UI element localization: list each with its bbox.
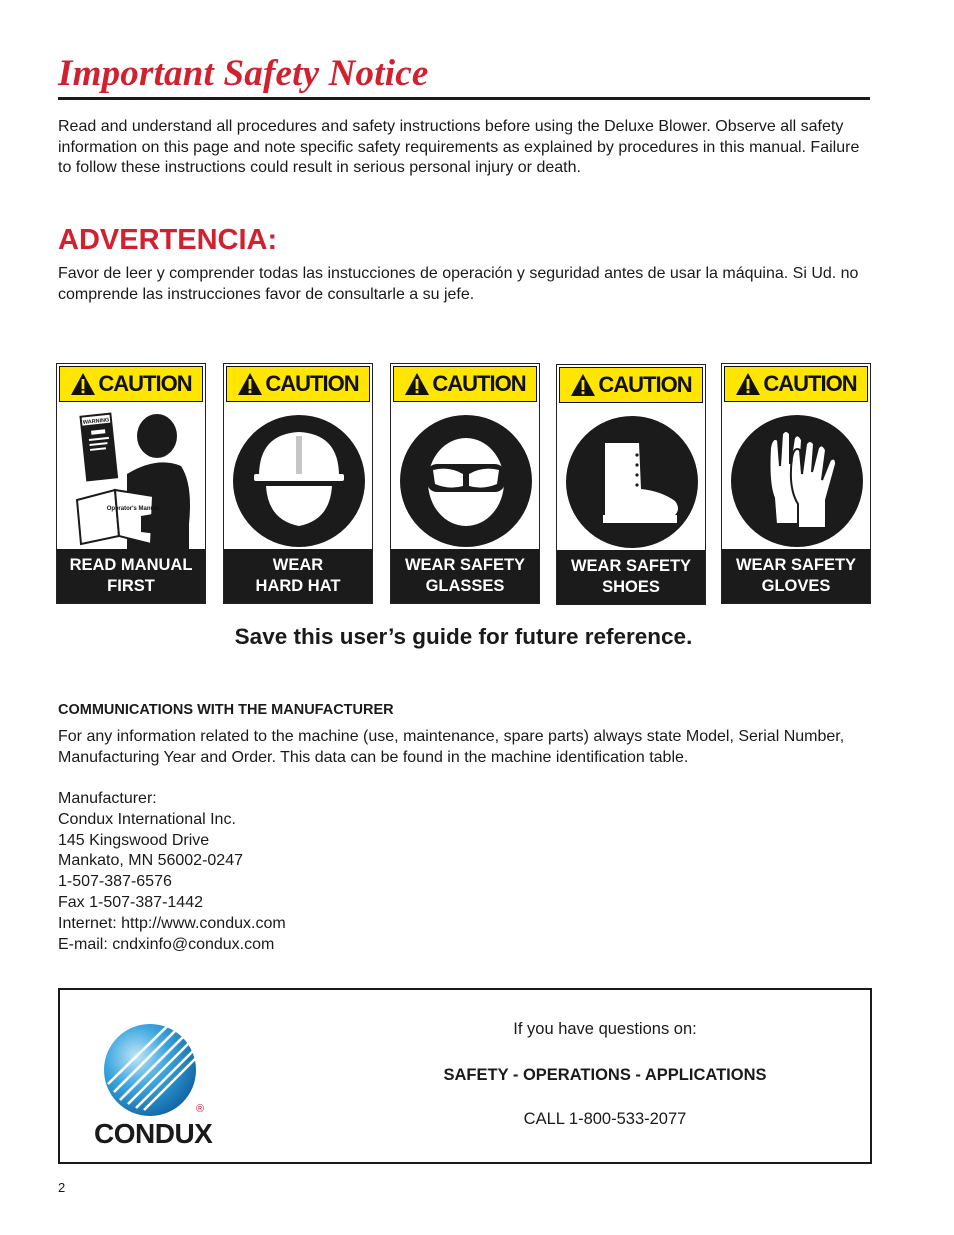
caution-header bbox=[59, 366, 203, 402]
manual-warning-text: WARNING bbox=[82, 417, 110, 427]
registered-mark: ® bbox=[196, 1103, 205, 1115]
manufacturer-email: E-mail: cndxinfo@condux.com bbox=[58, 935, 275, 953]
save-guide-note: Save this user’s guide for future reference. bbox=[234, 624, 693, 649]
manufacturer-label: Manufacturer: bbox=[58, 790, 157, 807]
safety-gloves-icon bbox=[722, 404, 872, 550]
caution-label: CAUTION bbox=[763, 371, 857, 396]
caution-label: CAUTION bbox=[598, 372, 692, 397]
caution-header bbox=[724, 366, 868, 402]
communications-paragraph: For any information related to the machine (use, maintenance, spare parts) always state Model, Serial Number, Manufacturing Year and Order. This data can be found in the machine identification table. bbox=[58, 728, 845, 766]
caution-sign-safety-glasses bbox=[390, 363, 540, 604]
warning-triangle-icon bbox=[570, 373, 596, 397]
caution-sign-safety-shoes bbox=[556, 364, 706, 605]
call-text: CALL 1-800-533-2077 bbox=[523, 1110, 687, 1128]
caution-header bbox=[393, 366, 537, 402]
safety-glasses-icon bbox=[391, 404, 541, 550]
caution-header bbox=[226, 366, 370, 402]
caution-header bbox=[559, 367, 703, 403]
caution-label: CAUTION bbox=[432, 371, 526, 396]
sign-caption: WEAR HARD HAT bbox=[224, 549, 372, 603]
safety-shoe-icon bbox=[557, 405, 707, 551]
manufacturer-city: Mankato, MN 56002-0247 bbox=[58, 852, 243, 870]
manufacturer-phone: 1-507-387-6576 bbox=[58, 873, 172, 891]
manual-label: Operator's Manual bbox=[106, 506, 160, 512]
advertencia-heading: ADVERTENCIA: bbox=[58, 224, 278, 256]
caution-sign-hard-hat bbox=[223, 363, 373, 604]
communications-heading: COMMUNICATIONS WITH THE MANUFACTURER bbox=[58, 702, 394, 718]
sign-caption: WEAR SAFETY SHOES bbox=[557, 550, 705, 604]
manufacturer-name: Condux International Inc. bbox=[58, 810, 236, 828]
read-manual-icon bbox=[57, 404, 207, 550]
topics-text: SAFETY - OPERATIONS - APPLICATIONS bbox=[443, 1066, 767, 1084]
intro-paragraph: Read and understand all procedures and safety instructions before using the Deluxe Blower. Observe all safety information on this page and note specific safety requirements as explained by procedures in this manual. Failure to follow these instructions could result in serious personal injury or death. bbox=[58, 118, 860, 176]
condux-logo-text: CONDUX bbox=[94, 1118, 213, 1149]
caution-sign-read-manual bbox=[56, 363, 206, 604]
page-title: Important Safety Notice bbox=[58, 53, 429, 94]
caution-label: CAUTION bbox=[98, 371, 192, 396]
questions-text: If you have questions on: bbox=[513, 1020, 697, 1038]
manufacturer-fax: Fax 1-507-387-1442 bbox=[58, 893, 203, 911]
contact-box bbox=[58, 988, 872, 1164]
warning-triangle-icon bbox=[735, 372, 761, 396]
advertencia-paragraph: Favor de leer y comprender todas las instucciones de operación y seguridad antes de usar la máquina. Si Ud. no comprende las instrucciones favor de consultarle a su jefe. bbox=[58, 265, 859, 303]
warning-triangle-icon bbox=[70, 372, 96, 396]
sign-caption: WEAR SAFETY GLOVES bbox=[722, 549, 870, 603]
manufacturer-address bbox=[58, 789, 286, 955]
manufacturer-internet: Internet: http://www.condux.com bbox=[58, 914, 286, 932]
manufacturer-street: 145 Kingswood Drive bbox=[58, 831, 210, 849]
condux-logo-icon bbox=[80, 1004, 220, 1116]
page-number: 2 bbox=[58, 1180, 66, 1195]
sign-caption: READ MANUAL FIRST bbox=[57, 549, 205, 603]
caution-sign-safety-gloves bbox=[721, 363, 871, 604]
title-rule bbox=[58, 97, 870, 100]
warning-triangle-icon bbox=[404, 372, 430, 396]
hard-hat-icon bbox=[224, 404, 374, 550]
caution-label: CAUTION bbox=[265, 371, 359, 396]
warning-triangle-icon bbox=[237, 372, 263, 396]
sign-caption: WEAR SAFETY GLASSES bbox=[391, 549, 539, 603]
